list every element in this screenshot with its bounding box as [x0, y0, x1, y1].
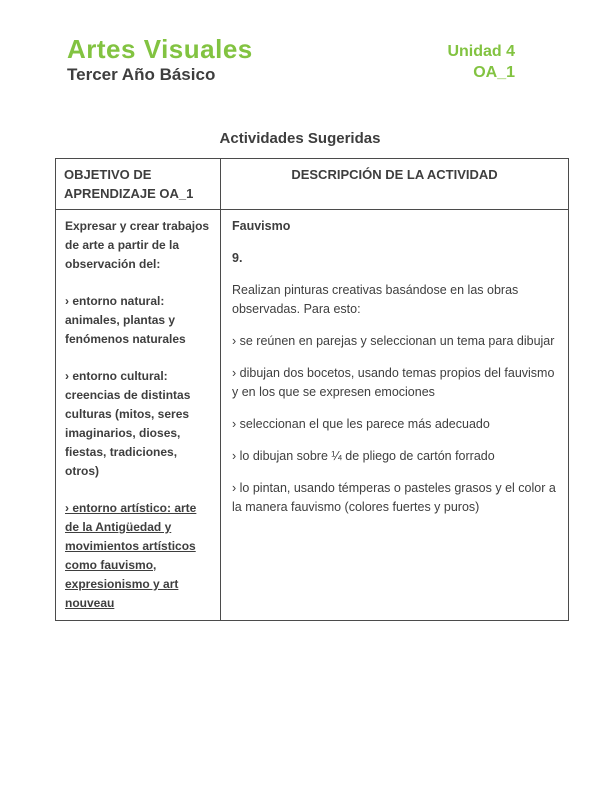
activity-topic: Fauvismo	[232, 219, 291, 233]
objective-item-natural: › entorno natural: animales, plantas y fenómenos naturales	[65, 294, 186, 346]
activity-step: › lo pintan, usando témperas o pasteles grasos y el color a la manera fauvismo (colores fuertes y puros)	[232, 481, 556, 514]
document-header	[0, 0, 600, 86]
activity-intro: Realizan pinturas creativas basándose en las obras observadas. Para esto:	[232, 283, 519, 316]
activity-number: 9.	[232, 251, 243, 265]
header-title-block	[67, 34, 253, 86]
oa-label: OA_1	[473, 64, 515, 81]
activity-step: › dibujan dos bocetos, usando temas propios del fauvismo y en los que se expresen emociones	[232, 366, 555, 399]
section-title: Actividades Sugeridas	[219, 130, 381, 147]
table-body-row	[56, 210, 569, 621]
activity-step: › se reúnen en parejas y seleccionan un tema para dibujar	[232, 334, 555, 348]
activity-step: › lo dibujan sobre ¼ de pliego de cartón forrado	[232, 449, 495, 463]
activity-table	[55, 158, 569, 621]
objective-cell	[56, 210, 221, 621]
column-header-objective: OBJETIVO DE APRENDIZAJE OA_1	[56, 159, 221, 210]
column-header-description: DESCRIPCIÓN DE LA ACTIVIDAD	[221, 159, 569, 210]
header-unit-block	[447, 34, 515, 83]
description-cell	[221, 210, 569, 621]
objective-item-artistico: › entorno artístico: arte de la Antigüedad y movimientos artísticos como fauvismo, expresionismo y art nouveau	[65, 501, 197, 610]
course-title: Artes Visuales	[67, 34, 253, 64]
activity-step: › seleccionan el que les parece más adecuado	[232, 417, 490, 431]
objective-intro: Expresar y crear trabajos de arte a partir de la observación del:	[65, 219, 210, 271]
grade-subtitle: Tercer Año Básico	[67, 65, 216, 84]
objective-item-cultural: › entorno cultural: creencias de distintas culturas (mitos, seres imaginarios, dioses, fiestas, tradiciones, otros)	[65, 369, 191, 478]
table-header-row	[56, 159, 569, 210]
unit-label: Unidad 4	[447, 43, 515, 60]
